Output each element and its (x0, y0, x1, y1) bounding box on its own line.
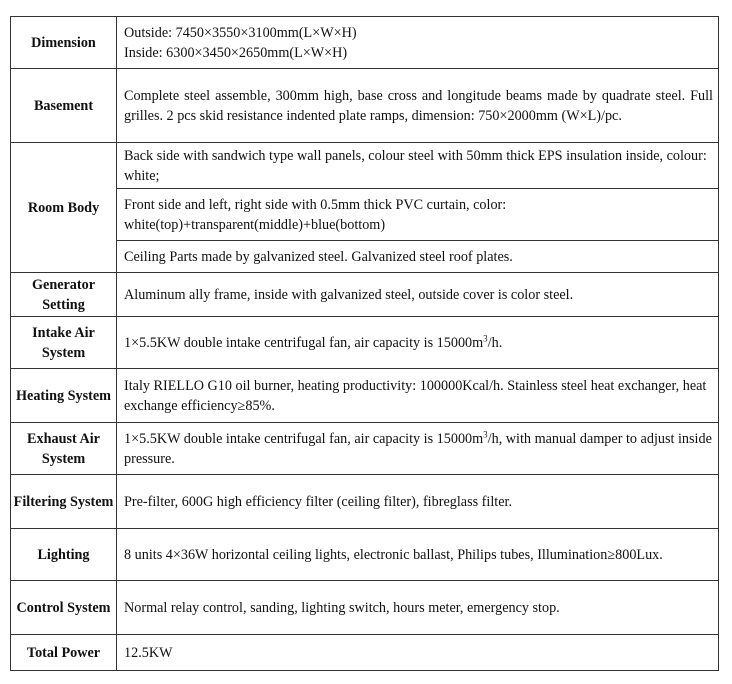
value-superscript: 3 (483, 428, 488, 439)
table-row (11, 369, 719, 423)
value-line: Outside: 7450×3550×3100mm(L×W×H) (124, 24, 357, 41)
value-superscript: 3 (483, 332, 488, 343)
row-value: 8 units 4×36W horizontal ceiling lights, electronic ballast, Philips tubes, Illumination≥800Lux. (117, 529, 719, 581)
table-row (11, 17, 719, 69)
table-row (11, 69, 719, 143)
value-line: Inside: 6300×3450×2650mm(L×W×H) (124, 44, 348, 61)
value-text: /h. (487, 334, 503, 351)
row-label: Lighting (11, 529, 117, 581)
table-row (11, 273, 719, 317)
row-value (117, 17, 719, 69)
row-label: Basement (11, 69, 117, 143)
table-row (11, 189, 719, 241)
table-row (11, 143, 719, 189)
row-value (117, 423, 719, 475)
table-row (11, 581, 719, 635)
row-value: Aluminum ally frame, inside with galvanized steel, outside cover is color steel. (117, 273, 719, 317)
row-value: Ceiling Parts made by galvanized steel. Galvanized steel roof plates. (117, 241, 719, 273)
table-row (11, 635, 719, 671)
table-row (11, 475, 719, 529)
value-text: /h, with manual damper to adjust inside pressure. (124, 430, 712, 467)
row-label: Generator Setting (11, 273, 117, 317)
row-value: Back side with sandwich type wall panels, colour steel with 50mm thick EPS insulation inside, colour: white; (117, 143, 719, 189)
row-value: 12.5KW (117, 635, 719, 671)
row-value: Normal relay control, sanding, lighting switch, hours meter, emergency stop. (117, 581, 719, 635)
row-label: Exhaust Air System (11, 423, 117, 475)
value-text: 1×5.5KW double intake centrifugal fan, air capacity is 15000m (124, 334, 484, 351)
value-text: 1×5.5KW double intake centrifugal fan, air capacity is 15000m (124, 430, 484, 447)
row-label: Heating System (11, 369, 117, 423)
spec-table (10, 16, 719, 671)
table-row (11, 423, 719, 475)
row-value: Pre-filter, 600G high efficiency filter (ceiling filter), fibreglass filter. (117, 475, 719, 529)
row-label: Intake Air System (11, 317, 117, 369)
row-label: Total Power (11, 635, 117, 671)
row-label: Filtering System (11, 475, 117, 529)
row-value: Complete steel assemble, 300mm high, base cross and longitude beams made by quadrate steel. Full grilles. 2 pcs skid resistance indented plate ramps, dimension: 750×2000mm (W×L)/pc. (117, 69, 719, 143)
row-label: Dimension (11, 17, 117, 69)
table-row (11, 241, 719, 273)
row-value: Italy RIELLO G10 oil burner, heating productivity: 100000Kcal/h. Stainless steel heat exchanger, heat exchange efficiency≥85%. (117, 369, 719, 423)
row-value: Front side and left, right side with 0.5mm thick PVC curtain, color: white(top)+transparent(middle)+blue(bottom) (117, 189, 719, 241)
row-label: Room Body (11, 143, 117, 273)
row-value (117, 317, 719, 369)
table-row (11, 317, 719, 369)
row-label: Control System (11, 581, 117, 635)
table-row (11, 529, 719, 581)
